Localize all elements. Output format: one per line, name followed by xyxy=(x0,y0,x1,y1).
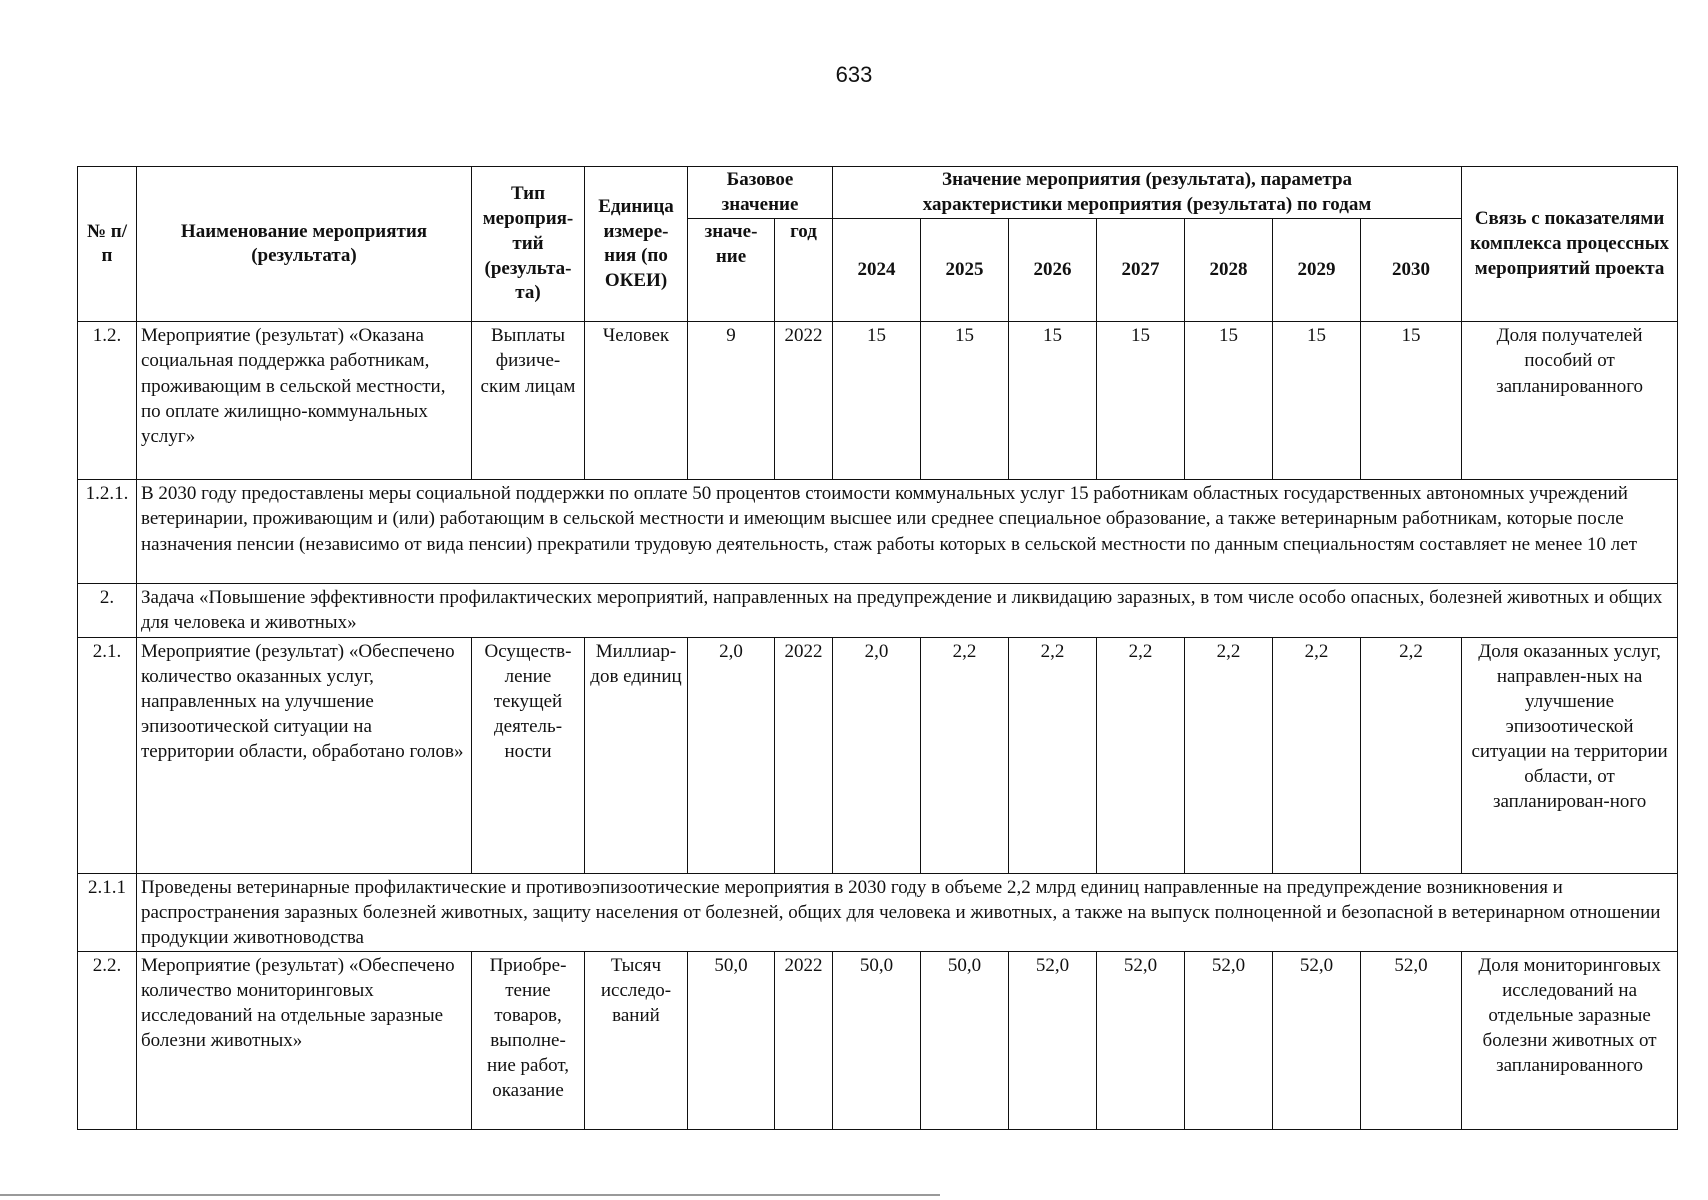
row-unit: Тысяч исследо-ваний xyxy=(585,951,688,1129)
row-unit: Человек xyxy=(585,322,688,480)
row-value-2026: 52,0 xyxy=(1009,951,1097,1129)
row-value-2025: 50,0 xyxy=(921,951,1009,1129)
row-value-2027: 52,0 xyxy=(1097,951,1185,1129)
table-row-note xyxy=(78,873,1678,951)
row-value-2029: 2,2 xyxy=(1273,637,1361,873)
row-value-2028: 2,2 xyxy=(1185,637,1273,873)
row-name: Мероприятие (результат) «Обеспечено количество оказанных услуг, направленных на улучшение эпизоотической ситуации на территории области, обработано голов» xyxy=(137,637,472,873)
table-row xyxy=(78,951,1678,1129)
row-value-2024: 50,0 xyxy=(833,951,921,1129)
row-value-2027: 15 xyxy=(1097,322,1185,480)
note-num: 2.1.1 xyxy=(78,873,137,951)
header-year-2029: 2029 xyxy=(1273,219,1361,322)
header-year-2026: 2026 xyxy=(1009,219,1097,322)
table-row-task xyxy=(78,584,1678,637)
row-name: Мероприятие (результат) «Обеспечено количество мониторинговых исследований на отдельные заразные болезни животных» xyxy=(137,951,472,1129)
header-base-value: значе-ние xyxy=(688,219,775,322)
header-type: Тип мероприя-тий (результа-та) xyxy=(472,167,585,322)
header-year-2030: 2030 xyxy=(1361,219,1462,322)
row-value-2026: 2,2 xyxy=(1009,637,1097,873)
header-year-2028: 2028 xyxy=(1185,219,1273,322)
row-num: 2.1. xyxy=(78,637,137,873)
header-base-year: год xyxy=(775,219,833,322)
note-text: Проведены ветеринарные профилактические и противоэпизоотические мероприятия в 2030 году в объеме 2,2 млрд единиц направленные на предупреждение возникновения и распространения заразных болезней животных, защиту населения от болезней, общих для человека и животных, а также на выпуск полноценной и безопасной в ветеринарном отношении продукции животноводства xyxy=(137,873,1678,951)
table-row-note xyxy=(78,480,1678,584)
row-value-2030: 2,2 xyxy=(1361,637,1462,873)
row-value-2029: 52,0 xyxy=(1273,951,1361,1129)
row-value-2030: 52,0 xyxy=(1361,951,1462,1129)
row-base-year: 2022 xyxy=(775,322,833,480)
task-text: Задача «Повышение эффективности профилактических мероприятий, направленных на предупреждение и ликвидацию заразных, в том числе особо опасных, болезней животных и общих для человека и животных» xyxy=(137,584,1678,637)
row-value-2024: 15 xyxy=(833,322,921,480)
row-type: Выплаты физиче-ским лицам xyxy=(472,322,585,480)
header-values-group: Значение мероприятия (результата), параметра характеристики мероприятия (результата) по годам xyxy=(833,167,1462,219)
table-row xyxy=(78,322,1678,480)
row-base-year: 2022 xyxy=(775,951,833,1129)
header-year-2025: 2025 xyxy=(921,219,1009,322)
header-unit: Единица измере-ния (по ОКЕИ) xyxy=(585,167,688,322)
row-type: Приобре-тение товаров, выполне-ние работ, оказание xyxy=(472,951,585,1129)
row-value-2028: 52,0 xyxy=(1185,951,1273,1129)
header-year-2027: 2027 xyxy=(1097,219,1185,322)
note-num: 1.2.1. xyxy=(78,480,137,584)
header-num: № п/п xyxy=(78,167,137,322)
row-base-value: 2,0 xyxy=(688,637,775,873)
page-number: 633 xyxy=(835,62,873,87)
row-base-value: 9 xyxy=(688,322,775,480)
row-value-2026: 15 xyxy=(1009,322,1097,480)
row-name: Мероприятие (результат) «Оказана социальная поддержка работникам, проживающим в сельской местности, по оплате жилищно-коммунальных услуг» xyxy=(137,322,472,480)
row-value-2028: 15 xyxy=(1185,322,1273,480)
header-base: Базовое значение xyxy=(688,167,833,219)
header-year-2024: 2024 xyxy=(833,219,921,322)
row-value-2030: 15 xyxy=(1361,322,1462,480)
row-value-2025: 15 xyxy=(921,322,1009,480)
header-link: Связь с показателями комплекса процессных мероприятий проекта xyxy=(1462,167,1678,322)
measures-table xyxy=(77,166,1678,1130)
row-link: Доля оказанных услуг, направлен-ных на улучшение эпизоотической ситуации на территории области, от запланирован-ного xyxy=(1462,637,1678,873)
task-num: 2. xyxy=(78,584,137,637)
row-unit: Миллиар-дов единиц xyxy=(585,637,688,873)
note-text: В 2030 году предоставлены меры социальной поддержки по оплате 50 процентов стоимости коммунальных услуг 15 работникам областных государственных автономных учреждений ветеринарии, проживающим и (или) работающим в сельской местности и имеющим высшее или среднее специальное образование, а также ветеринарным работникам, которые после назначения пенсии (независимо от вида пенсии) прекратили трудовую деятельность, стаж работы которых в сельской местности по данным специальностям составляет не менее 10 лет xyxy=(137,480,1678,584)
row-base-year: 2022 xyxy=(775,637,833,873)
row-type: Осуществ-ление текущей деятель-ности xyxy=(472,637,585,873)
row-value-2027: 2,2 xyxy=(1097,637,1185,873)
row-value-2025: 2,2 xyxy=(921,637,1009,873)
scan-edge-line xyxy=(0,1194,940,1196)
row-num: 2.2. xyxy=(78,951,137,1129)
row-link: Доля получателей пособий от запланированного xyxy=(1462,322,1678,480)
row-value-2029: 15 xyxy=(1273,322,1361,480)
header-name: Наименование мероприятия (результата) xyxy=(137,167,472,322)
row-num: 1.2. xyxy=(78,322,137,480)
row-base-value: 50,0 xyxy=(688,951,775,1129)
row-value-2024: 2,0 xyxy=(833,637,921,873)
table-row xyxy=(78,637,1678,873)
row-link: Доля мониторинговых исследований на отдельные заразные болезни животных от запланированного xyxy=(1462,951,1678,1129)
